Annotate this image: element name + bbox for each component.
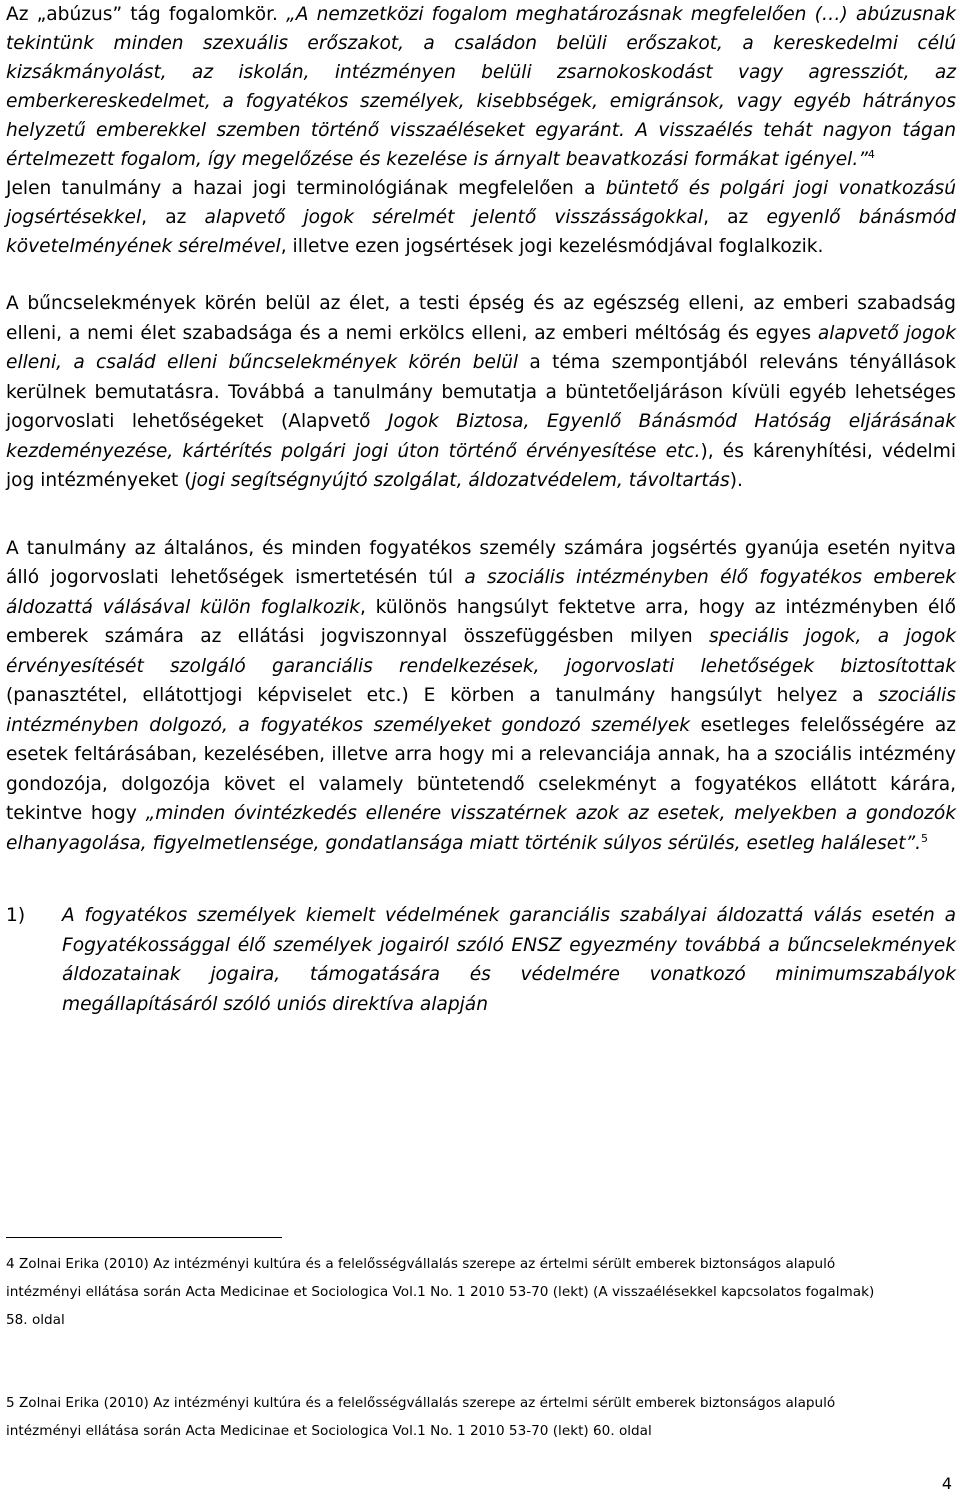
quote-segment: „A nemzetközi fogalom meghatározásnak megfelelően (…) abúzusnak tekintünk minden szexuális erőszakot, a családon belüli erőszakot, a kereskedelmi célú kizsákmányolást, az iskolán, intézményen belüli zsarnokoskodást vagy agressziót, az emberkereskedelmet, a fogyatékos személyek, kisebbségek, emigránsok, vagy egyéb hátrányos helyzetű emberekkel szemben történő visszaéléseket egyaránt. A visszaélés tehát nagyon tágan értelmezett fogalom, így megelőzése és kezelése is árnyalt beavatkozási formákat igényel.” [6, 4, 956, 170]
list-item-text: A fogyatékos személyek kiemelt védelmének garanciális szabályai áldozattá válás esetén a Fogyatékossággal élő személyek jogairól szóló ENSZ egyezmény továbbá a bűncselekmények áldozatainak jogaira, támogatására és védelmére vonatkozó minimumszabályok megállapításáról szóló uniós direktíva alapján [62, 905, 956, 1015]
footnote-line: intézményi ellátása során Acta Medicinae et Sociologica Vol.1 No. 1 2010 53-70 (lekt) 60. oldal [6, 1423, 652, 1439]
italic-segment: büntető és polgári jogi vonatkozású jogsértésekkel [6, 178, 956, 228]
footnote-4 [6, 1250, 951, 1334]
footnote-line: 5 Zolnai Erika (2010) Az intézményi kultúra és a felelősségvállalás szerepe az értelmi sérült emberek biztonságos alapuló [6, 1395, 836, 1411]
text-segment: esetleges felelősségére az esetek feltárásában, kezelésében, illetve arra hogy mi a relevanciája annak, ha a szociális intézmény gondozója, dolgozója követ el valamely büntetendő cselekményt a fogyatékos ellátott kárára, tekintve hogy [6, 714, 956, 824]
italic-segment: a szociális intézményben élő fogyatékos emberek áldozattá válásával külön foglalkozik [6, 567, 956, 618]
paragraph-crimes [6, 289, 956, 496]
footnote-separator [6, 1237, 282, 1238]
italic-segment: alapvető jogok sérelmét jelentő visszásságokkal [204, 207, 704, 228]
footnote-line: intézményi ellátása során Acta Medicinae et Sociologica Vol.1 No. 1 2010 53-70 (lekt) (A visszaélésekkel kapcsolatos fogalmak) [6, 1284, 875, 1300]
text-segment: a téma szempontjából releváns tényállások kerülnek bemutatásra. Továbbá a tanulmány bemutatja a büntetőeljáráson kívüli egyéb lehetséges jogorvoslati lehetőségeket (Alapvető [6, 352, 956, 432]
footnote-ref-4[interactable]: 4 [867, 147, 875, 161]
paragraph-institutions [6, 534, 956, 859]
text-segment: (panasztétel, ellátottjogi képviselet etc.) E körben a tanulmány hangsúlyt helyez a [6, 685, 879, 706]
italic-segment: jogi segítségnyújtó szolgálat, áldozatvédelem, távoltartás [191, 470, 730, 491]
footnote-5 [6, 1389, 951, 1445]
footnote-ref-5[interactable]: 5 [921, 831, 929, 845]
quote-segment: „minden óvintézkedés ellenére visszatérnek azok az esetek, melyekben a gondozók elhanyagolása, figyelmetlensége, gondatlansága miatt történik súlyos sérülés, esetleg haláleset”. [6, 803, 956, 854]
italic-segment: alapvető jogok elleni, a család elleni bűncselekmények körén belül [6, 322, 957, 373]
text-segment: ). [729, 470, 743, 491]
list-item [6, 901, 956, 1019]
text-segment: , az [703, 207, 767, 228]
text-segment: Az „abúzus” tág fogalomkör. [6, 4, 287, 25]
text-segment: A tanulmány az általános, és minden fogyatékos személy számára jogsértés gyanúja esetén nyitva álló jogorvoslati lehetőségek ismertetésén túl [6, 537, 956, 588]
italic-segment: szociális intézményben dolgozó, a fogyatékos személyeket gondozó személyek [6, 685, 956, 736]
text-segment: A bűncselekmények körén belül az élet, a testi épség és az egészség elleni, az emberi szabadság elleni, a nemi élet szabadsága és a nemi erkölcs elleni, az emberi méltóság és egyes [6, 293, 956, 344]
text-segment: , illetve ezen jogsértések jogi kezelésmódjával foglalkozik. [280, 236, 824, 257]
footnote-line: 58. oldal [6, 1312, 65, 1328]
document-page [6, 0, 956, 1019]
footnote-line: 4 Zolnai Erika (2010) Az intézményi kultúra és a felelősségvállalás szerepe az értelmi sérült emberek biztonságos alapuló [6, 1256, 836, 1272]
text-segment: , különös hangsúlyt fektetve arra, hogy az intézményben élő emberek számára az ellátási jogviszonnyal összefüggésben milyen [6, 596, 956, 647]
text-segment: ), és kárenyhítési, védelmi jog intézményeket ( [6, 440, 956, 491]
page-number: 4 [941, 1474, 952, 1493]
italic-segment: egyenlő bánásmód követelményének sérelmével [6, 207, 956, 257]
text-segment: Jelen tanulmány a hazai jogi terminológiának megfelelően a [6, 178, 606, 199]
italic-segment: Jogok Biztosa, Egyenlő Bánásmód Hatóság eljárásának kezdeményezése, kártérítés polgári jogi úton történő érvényesítése etc. [6, 411, 957, 462]
paragraph-abuse-concept [6, 0, 956, 261]
italic-segment: speciális jogok, a jogok érvényesítését szolgáló garanciális rendelkezések, jogorvoslati lehetőségek biztosítottak [6, 626, 956, 677]
list-item-number: 1) [6, 905, 26, 926]
text-segment: , az [141, 207, 205, 228]
